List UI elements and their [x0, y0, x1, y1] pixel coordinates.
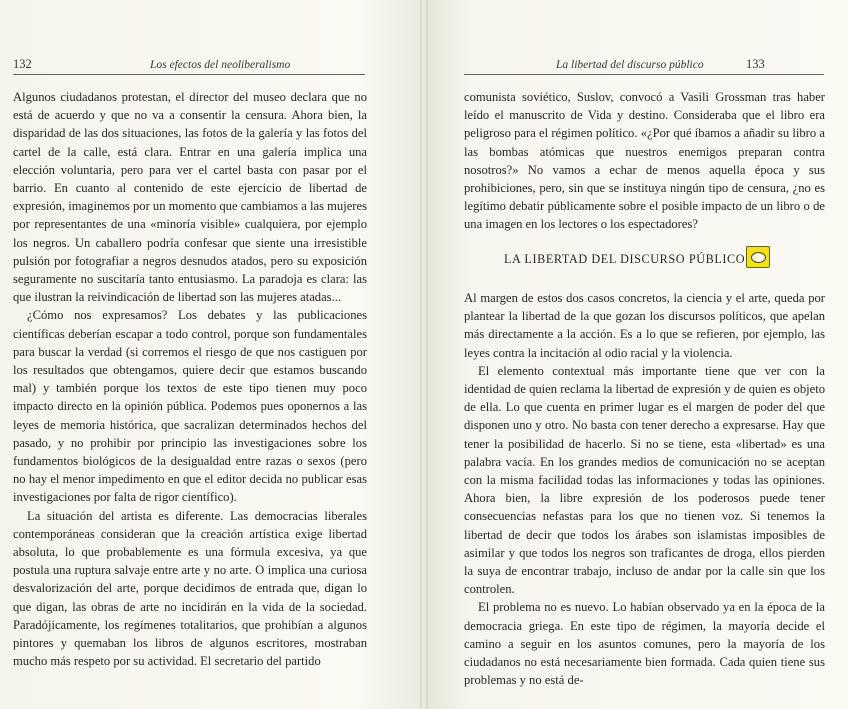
body-text: [13, 88, 367, 671]
comment-note-icon[interactable]: [746, 246, 770, 268]
header-rule: [464, 74, 824, 75]
right-page: [428, 0, 848, 709]
header-rule: [13, 74, 365, 75]
speech-bubble-icon: [751, 252, 766, 263]
left-page: [0, 0, 420, 709]
body-text: [464, 88, 825, 234]
paragraph: Al margen de estos dos casos concretos, la ciencia y el arte, queda por plantear la libertad de la que gozan los discursos políticos, que apelan más directamente a la acción. Es a lo que se refieren, por ejemplo, las leyes contra la incitación al odio racial y la violencia.: [464, 291, 825, 360]
paragraph: El problema no es nuevo. Lo habían observado ya en la época de la democracia griega. En este tipo de régimen, la mayoría decide el camino a seguir en los asuntos comunes, pero la mayoría de los ciudadanos no está necesariamente bien formada. Cada quien tiene sus problemas y no está de-: [464, 600, 825, 688]
paragraph: Algunos ciudadanos protestan, el director del museo declara que no está de acuerdo y que no va a consentir la censura. Ahora bien, la disparidad de las dos situaciones, las fotos de la galería y las fotos del cartel de la calle, está clara. Entrar en una galería implica una elección voluntaria, pero para ver el cartel basta con pasar por el barrio. En cuanto al contenido de este ejercicio de libertad de expresión, imaginemos por un momento que cambiamos a las mujeres por representantes de una «minoría visible» cualquiera, por ejemplo los negros. Un caballero podría confesar que siente una irresistible pulsión por fotografiar a negros desnudos atados, pero su exposición seguramente no suscitaría tanto entusiasmo. La paradoja es clara: las que ilustran la reivindicación de libertad son las mujeres atadas...: [13, 90, 367, 305]
running-head: La libertad del discurso público: [556, 59, 704, 71]
section-heading: LA LIBERTAD DEL DISCURSO PÚBLICO: [504, 252, 746, 266]
paragraph: El elemento contextual más importante tiene que ver con la identidad de quien reclama la libertad de expresión y de quien es objeto de ella. Lo que cuenta en primer lugar es el margen de poder del que disponen uno y otro. No basta con tener derecho a expresarse. Hay que tener la posibilidad de hacerlo. Si no se tiene, esta «libertad» es una palabra vacía. En los grandes medios de comunicación no se aceptan con la misma facilidad todas las informaciones y todas las opiniones. Ahora bien, la libre expresión de los poderosos puede tener consecuencias nefastas para los que no tienen voz. Si tenemos la libertad de decir que todos los árabes son islamistas imposibles de asimilar y que todos los negros son traficantes de droga, ellos pierden la suya de encontrar trabajo, incluso de andar por la calle sin que los controlen.: [464, 363, 825, 597]
paragraph: La situación del artista es diferente. Las democracias liberales contemporáneas consideran que la creación artística exige libertad absoluta, lo que probablemente es una fórmula excesiva, ya que postula una ruptura salvaje entre arte y no arte. O implica una curiosa desvalorización del arte, porque decidimos de entrada que, digan lo que digan, las obras de arte no incidirán en la vida de la sociedad. Paradójicamente, los regímenes totalitarios, que prohibían a algunos pintores y quemaban los libros de algunos escritores, mostraban mucho más respeto por su actividad. El secretario del partido: [13, 508, 367, 669]
running-head: Los efectos del neoliberalismo: [150, 59, 291, 71]
body-text: [464, 289, 825, 689]
paragraph: ¿Cómo nos expresamos? Los debates y las publicaciones científicas deberían escapar a todo control, porque son fundamentales para buscar la verdad (si corremos el riesgo de que nos castiguen por los resultados que obtengamos, quiere decir que estamos buscando mal) y también porque los textos de este tipo tienen muy poco impacto directo en la opinión pública. Podemos pues oponernos a las leyes de memoria histórica, que sacralizan determinados hechos del pasado, y no prohibir por principio las investigaciones sobre los fundamentos biológicos de la desigualdad entre razas o sexos (pero no hay el menor impedimento en que el editor decida no publicar esas investigaciones por falta de rigor científico).: [13, 308, 367, 505]
paragraph: comunista soviético, Suslov, convocó a Vasili Grossman tras haber leído el manuscrito de Vida y destino. Consideraba que el libro era peligroso para el régimen político. «¿Por qué íbamos a añadir su libro a las bombas atómicas que nuestros enemigos preparan contra nosotros?» No vamos a echar de menos aquella época y sus prohibiciones, pero, sin que se instituya ningún tipo de censura, ¿no es legítimo debatir públicamente sobre el posible impacto de un libro o de una imagen en los lectores o los espectadores?: [464, 90, 825, 232]
page-number: 133: [746, 57, 765, 71]
page-number: 132: [13, 57, 32, 71]
book-gutter: [420, 0, 428, 709]
